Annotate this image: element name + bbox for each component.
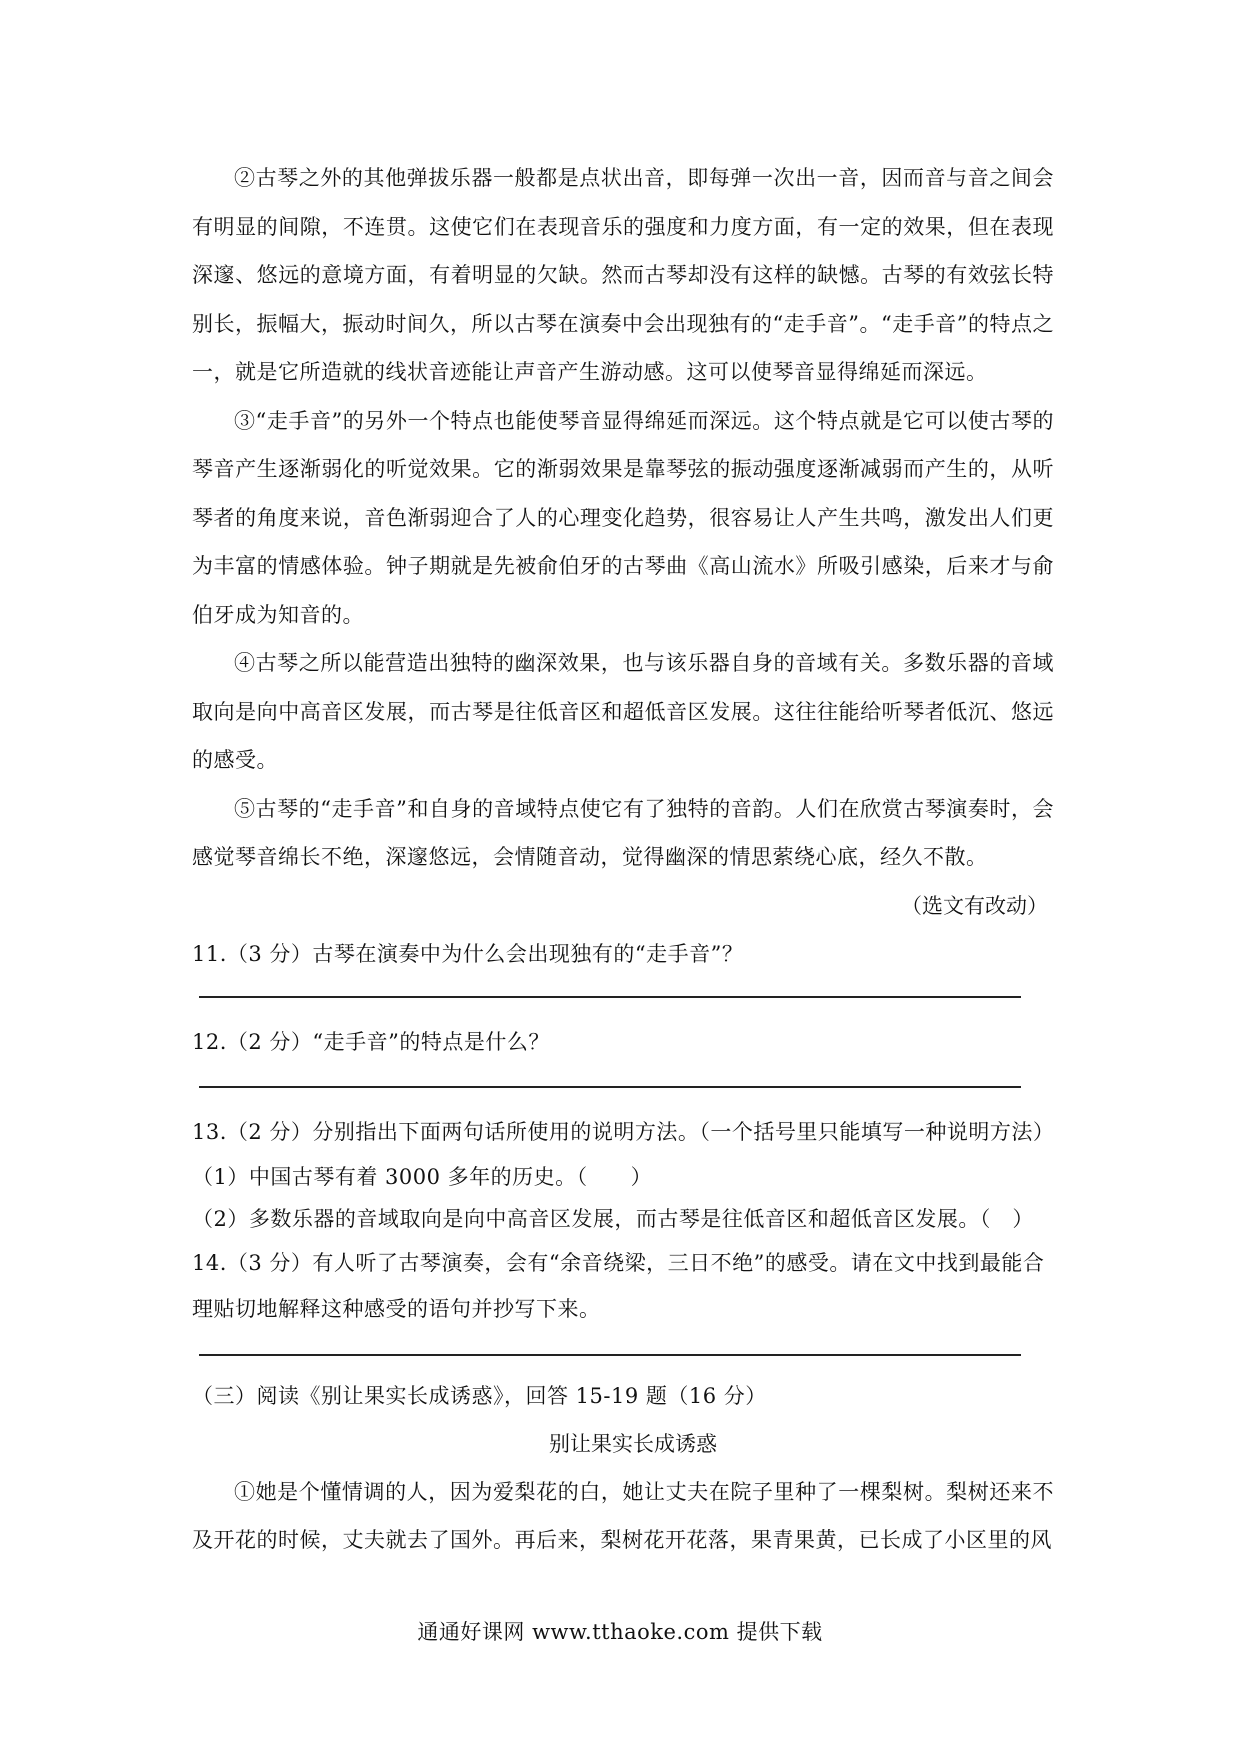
paragraph-2: ②古琴之外的其他弹拔乐器一般都是点状出音，即每弹一次出一音，因而音与音之间会有明显的间隙，不连贯。这使它们在表现音乐的强度和力度方面，有一定的效果，但在表现深邃、悠远的意境方面，有着明显的欠缺。然而古琴却没有这样的缺憾。古琴的有效弦长特别长，振幅大，振动时间久，所以古琴在演奏中会出现独有的“走手音”。“走手音”的特点之一，就是它所造就的线状音迹能让声音产生游动感。这可以使琴音显得绵延而深远。	[192, 166, 1054, 384]
question-14: 14.（3 分）有人听了古琴演奏，会有“余音绕梁，三日不绝”的感受。请在文中找到最能合理贴切地解释这种感受的语句并抄写下来。	[192, 1250, 1045, 1321]
question-13-item-2: （2）多数乐器的音域取向是向中高音区发展，而古琴是往低音区和超低音区发展。（ ）	[192, 1206, 1034, 1231]
paragraph-3: ③“走手音”的另外一个特点也能使琴音显得绵延而深远。这个特点就是它可以使古琴的琴音产生逐渐弱化的听觉效果。它的渐弱效果是靠琴弦的振动强度逐渐减弱而产生的，从听琴者的角度来说，音色渐弱迎合了人的心理变化趋势，很容易让人产生共鸣，激发出人们更为丰富的情感体验。钟子期就是先被俞伯牙的古琴曲《高山流水》所吸引感染，后来才与俞伯牙成为知音的。	[192, 408, 1054, 627]
paragraph-5: ⑤古琴的“走手音”和自身的音域特点使它有了独特的音韵。人们在欣赏古琴演奏时，会感觉琴音绵长不绝，深邃悠远，会情随音动，觉得幽深的情思萦绕心底，经久不散。	[192, 796, 1054, 869]
answer-area-14[interactable]	[192, 1332, 1054, 1372]
question-11: 11.（3 分）古琴在演奏中为什么会出现独有的“走手音”？	[192, 941, 744, 966]
paragraph-4: ④古琴之所以能营造出独特的幽深效果，也与该乐器自身的音域有关。多数乐器的音域取向是向中高音区发展，而古琴是往低音区和超低音区发展。这往往能给听琴者低沉、悠远的感受。	[192, 651, 1054, 772]
answer-line-11	[199, 996, 1021, 998]
question-12: 12.（2 分）“走手音”的特点是什么？	[192, 1029, 550, 1054]
article-paragraph-1: ①她是个懂情调的人，因为爱梨花的白，她让丈夫在院子里种了一棵梨树。梨树还来不及开花的时候，丈夫就去了国外。再后来，梨树花开花落，果青果黄，已长成了小区里的风	[192, 1479, 1054, 1552]
answer-area-11[interactable]	[192, 978, 1054, 1018]
article-title: 别让果实长成诱惑	[549, 1431, 717, 1456]
source-note: （选文有改动）	[901, 893, 1048, 918]
section-3-heading: （三）阅读《别让果实长成诱惑》，回答 15-19 题（16 分）	[192, 1383, 767, 1408]
answer-line-14	[199, 1354, 1021, 1356]
page-content	[192, 154, 1054, 1565]
page-footer: 通通好课网 www.tthaoke.com 提供下载	[417, 1620, 823, 1644]
question-13-item-1: （1）中国古琴有着 3000 多年的历史。（ ）	[192, 1164, 653, 1189]
answer-area-12[interactable]	[192, 1066, 1054, 1108]
answer-line-12	[199, 1086, 1021, 1088]
question-13: 13.（2 分）分别指出下面两句话所使用的说明方法。（一个括号里只能填写一种说明方法）	[192, 1119, 1055, 1144]
